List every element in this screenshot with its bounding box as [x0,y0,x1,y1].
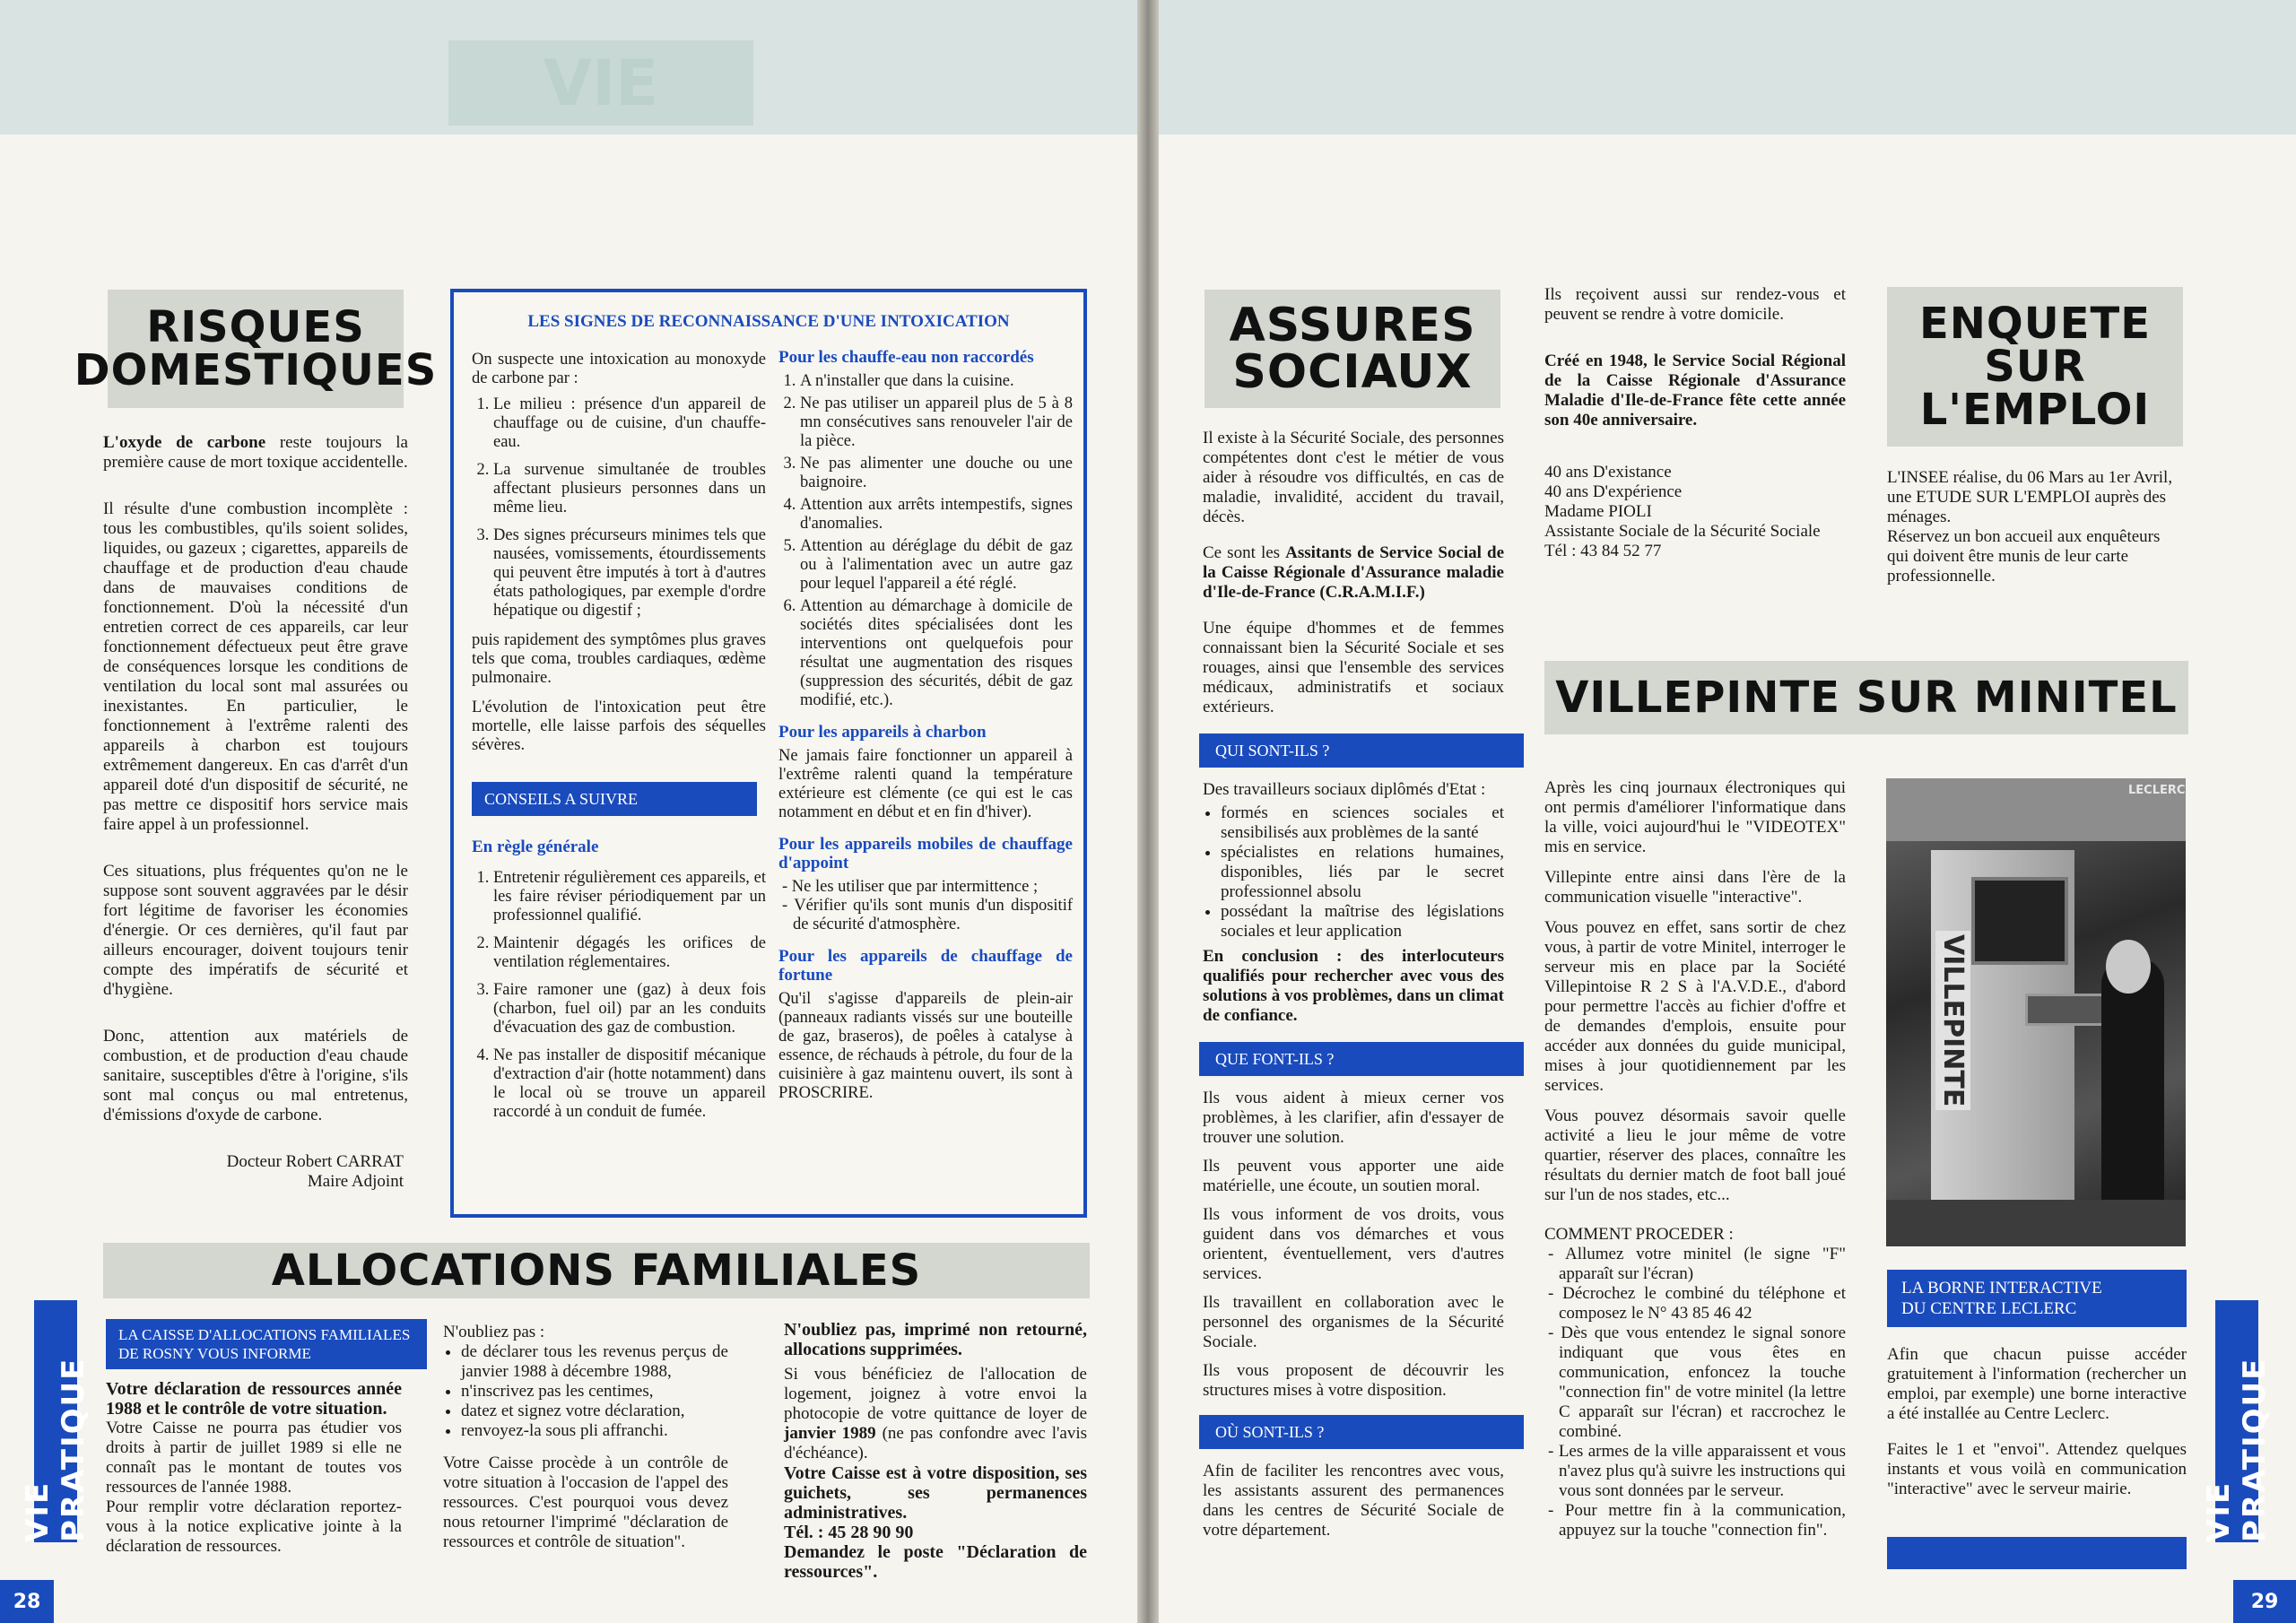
sign-item: 1. Le milieu : présence d'un appareil de chauffage ou de cuisine, d'un chauffe-eau. [493,395,766,452]
alloc-c3-bold2: Demandez le poste "Déclaration de ressources". [784,1542,1087,1582]
fortune-text: Qu'il s'agisse d'appareils de plein-air (panneaux radiants vissés sur une bouteille de gaz, braseros), de poêles à catalyse à essence, de réchauds à pétrole, du four de la cuisinière à gaz maintenu ouvert, ils sont à PROSCRIRE. [778,990,1073,1102]
alloc-c2-item: • de déclarer tous les revenus perçus de janvier 1988 à décembre 1988, [461,1342,728,1382]
signs-list [472,395,766,621]
regle-list [472,869,766,1122]
intoxication-right-col [778,348,1073,1119]
regle-item: 3. Faire ramoner une (gaz) à deux fois (charbon, fuel oil) par an les conduits d'évacuation des gaz de combustion. [493,981,766,1037]
regle-heading: En règle générale [472,838,599,856]
chauffe-heading: Pour les chauffe-eau non raccordés [778,348,1034,367]
intoxication-box-title: LES SIGNES DE RECONNAISSANCE D'UNE INTOXICATION [527,312,1010,331]
intox-after: puis rapidement des symptômes plus graves tels que coma, troubles cardiaques, œdème pulmonaire. [472,631,766,687]
step-item: - Dès que vous entendez le signal sonore indiquant que vous êtes en communication, enfoncez la touche "connection fin" de votre minitel (la lettre C apparaît sur l'écran) et raccrochez le combiné. [1559,1324,1846,1442]
page-number-right: 29 [2233,1580,2296,1623]
caption-p1: Afin que chacun puisse accéder gratuitement à l'information (rechercher un emploi, par exemple) une borne interactive a été installée au Centre Leclerc. [1887,1345,2187,1423]
risques-p2: Il résulte d'une combustion incomplète : tous les combustibles, qu'ils soient solides, liquides, ou gazeux ; cigarettes, appareils de chauffage et de production d'eau chaude dans de mauvaises conditions de fonctionnement. D'où la nécessité d'un entretien correct de ces appareils, car leur fonctionnement défectueux peut être grave de conséquences lorsque les conditions de ventilation du local sont mal assurées ou inexistantes. En particulier, le fonctionnement à l'extrême ralenti des appareils à charbon est toujours extrêmement dangereux. En cas d'arrêt d'un appareil doté d'un dispositif de sécurité, ne pas mettre ce dispositif hors service mais faire appel à un professionnel. [103,499,408,834]
regle-item: 1. Entretenir régulièrement ces appareils, et les faire réviser périodiquement par un professionnel qualifié. [493,869,766,925]
risques-p1-rest: reste toujours la première cause de mort toxique accidentelle. [103,433,408,472]
conseils-bar: CONSEILS A SUIVRE [472,782,757,816]
kiosk-keyboard [2025,994,2111,1026]
alloc-c1-heading: Votre déclaration de ressources année 1988 et le contrôle de votre situation. [106,1379,402,1419]
person-silhouette [2101,958,2164,1218]
mobile-list [778,878,1073,934]
mid-line: 40 ans D'existance [1544,463,1672,482]
risques-article [103,433,408,1192]
mobile-heading: Pour les appareils mobiles de chauffage d'appoint [778,835,1073,872]
photo-floor [1886,1200,2186,1246]
comment-proceder: COMMENT PROCEDER : [1544,1225,1734,1244]
minitel-para: Vous pouvez en effet, sans sortir de chez vous, à partir de votre Minitel, interroger le serveur mis en place par la Société Villepintoise R 2 S à l'A.V.D.E., d'abord pour permettre l'accès au fichier d'offre et de demandes d'emplois, ensuite pour accéder aux données du guide municipal, mises à jour quotidiennement par les services. [1544,918,1846,1095]
risques-title-line2: DOMESTIQUES [74,345,438,395]
q3-text: Afin de faciliter les rencontres avec vous, les assistants assurent des permanences dans les centres de Sécurité Sociale de votre département. [1203,1462,1504,1540]
enquete-title-line3: L'EMPLOI [1919,385,2151,435]
q1-conclusion: En conclusion : des interlocuteurs qualifiés pour rechercher avec vous des solutions à vos problèmes, dans un climat de confiance. [1203,947,1504,1025]
caf-info-bar [106,1319,427,1369]
chauffe-item: 1. A n'installer que dans la cuisine. [800,372,1073,391]
chauffe-item: 6. Attention au démarchage à domicile de sociétés dites spécialisées dont les interventions ont quelquefois pour résultat une augmentation des risques (suppression des sécurités, débit de gaz modifié, etc.). [800,597,1073,710]
charbon-text: Ne jamais faire fonctionner un appareil à l'extrême ralenti quand la température extérieure est clémente (ce qui est le cas notamment en début et en fin d'hiver). [778,747,1073,821]
step-item: - Les armes de la ville apparaissent et vous n'avez plus qu'à suivre les instructions qui vous sont données par le serveur. [1559,1442,1846,1501]
regle-item: 2. Maintenir dégagés les orifices de ventilation réglementaires. [493,934,766,972]
risques-signature [103,1152,408,1192]
chauffe-item: 2. Ne pas utiliser un appareil plus de 5 à 8 mn consécutives sans renouveler l'air de la pièce. [800,395,1073,451]
q1-item: • formés en sciences sociales et sensibilisés aux problèmes de la santé [1221,803,1504,843]
enquete-article [1887,468,2185,586]
alloc-c3-heading: N'oubliez pas, imprimé non retourné, allocations supprimées. [784,1320,1087,1359]
alloc-col1 [106,1379,402,1557]
cramif-column [1544,285,1846,561]
page-number-left: 28 [0,1580,54,1623]
q2-para: Ils travaillent en collaboration avec le personnel des organismes de la Sécurité Sociale. [1203,1293,1504,1351]
alloc-col3 [784,1320,1087,1582]
assures-title [1205,290,1500,408]
mid-p1: Ils reçoivent aussi sur rendez-vous et peuvent se rendre à votre domicile. [1544,285,1846,324]
intox-intro: On suspecte une intoxication au monoxyde de carbone par : [472,351,766,387]
kiosk-screen [1971,877,2068,965]
assures-p2-a: Ce sont les [1203,543,1286,562]
risques-title-line1: RISQUES [146,302,365,352]
alloc-c3-p-c: (ne pas confondre avec l'avis d'échéance). [784,1424,1088,1462]
caf-bar-line1: LA CAISSE D'ALLOCATIONS FAMILIALES [118,1326,411,1343]
allocations-title: ALLOCATIONS FAMILIALES [103,1243,1090,1298]
mid-line: Assistante Sociale de la Sécurité Sociale [1544,522,1821,541]
assures-article [1203,429,1504,1557]
sign-item: 3. Des signes précurseurs minimes tels que nausées, vomissements, étourdissements qui peuvent être imputés à tort à d'autres états pathologiques, par exemple d'ordre hépatique ou digestif ; [493,526,766,621]
intoxication-left-col [472,351,766,1133]
risques-p3: Ces situations, plus fréquentes qu'on ne le suppose sont souvent aggravées par le désir fort légitime de favoriser les économies d'énergie. Or ces dernières, qu'il faut par ailleurs encourager, doivent toujours tenir compte des impératifs de sécurité et d'hygiène. [103,862,408,999]
chauffe-item: 3. Ne pas alimenter une douche ou une baignoire. [800,455,1073,492]
alloc-c3-p [784,1365,1087,1463]
vie-pratique-tab-right: VIE PRATIQUE [2215,1300,2258,1542]
kiosk-photo [1886,778,2186,1246]
alloc-c2-item: • datez et signez votre déclaration, [461,1402,728,1421]
step-item: - Décrochez le combiné du téléphone et composez le N° 43 85 46 42 [1559,1284,1846,1324]
que-font-ils-bar: QUE FONT-ILS ? [1199,1042,1524,1076]
alloc-c2-item: • renvoyez-la sous pli affranchi. [461,1421,728,1441]
assures-p1: Il existe à la Sécurité Sociale, des personnes compétentes dont c'est le métier de vous aider à résoudre vos difficultés, en cas de maladie, invalidité, accident du travail, décès. [1203,429,1504,526]
assures-title-line1: ASSURES [1229,299,1476,352]
alloc-c2-p: Votre Caisse procède à un contrôle de votre situation à l'occasion de l'appel des ressources. C'est pourquoi vous devez nous retourner l'imprimé "déclaration de ressources et contrôle de situation". [443,1454,728,1551]
chauffe-item: 4. Attention aux arrêts intempestifs, signes d'anomalies. [800,496,1073,534]
enquete-p2: Réservez un bon accueil aux enquêteurs qui doivent être munis de leur carte professionnelle. [1887,527,2161,586]
minitel-para: Villepinte entre ainsi dans l'ère de la communication visuelle "interactive". [1544,868,1846,907]
mid-p2: Créé en 1948, le Service Social Régional de la Caisse Régionale d'Assurance Maladie d'Ile-de-France fête cette année son 40e anniversaire. [1544,352,1846,430]
qui-sont-ils-bar: QUI SONT-ILS ? [1199,733,1524,768]
risques-p1-bold: L'oxyde de carbone [103,433,266,452]
q1-item: • spécialistes en relations humaines, disponibles, liés par le secret professionnel absolu [1221,843,1504,902]
alloc-c3-p-b: janvier 1989 [784,1424,876,1443]
charbon-heading: Pour les appareils à charbon [778,723,987,742]
mid-line: Tél : 43 84 52 77 [1544,542,1662,560]
risques-title [74,290,438,408]
enquete-title-line1: ENQUETE [1918,299,2152,349]
band-label: VIE [448,40,753,126]
assures-p2-b: Assitants de Service Social de la Caisse Régionale d'Assurance maladie d'Ile-de-France (C.R.A.M.I.F.) [1203,543,1505,602]
risques-p4: Donc, attention aux matériels de combustion, et de production d'eau chaude sanitaire, susceptibles d'être à l'origine, s'ils sont mal conçus ou mal entretenus, d'émissions d'oxyde de carbone. [103,1027,408,1124]
steps-list [1544,1245,1846,1541]
sign-item: 2. La survenue simultanée de troubles affectant plusieurs personnes dans un même lieu. [493,461,766,517]
alloc-c1-p1: Votre Caisse ne pourra pas étudier vos droits à partir de juillet 1989 si elle ne connaît pas le montant de toutes vos ressources de l'année 1988. [106,1419,402,1497]
right-header-band [1159,0,2296,135]
fortune-heading: Pour les appareils de chauffage de fortune [778,947,1073,985]
step-item: - Pour mettre fin à la communication, appuyez sur la touche "connection fin". [1559,1501,1846,1541]
caf-bar-line2: DE ROSNY VOUS INFORME [118,1345,311,1362]
step-item: - Allumez votre minitel (le signe "F" apparaît sur l'écran) [1559,1245,1846,1284]
alloc-c1-p2: Pour remplir votre déclaration reportez-vous à la notice explicative jointe à la déclaration de ressources. [106,1497,402,1556]
q1-list [1203,803,1504,942]
chauffe-item: 5. Attention au déréglage du débit de gaz ou à l'alimentation avec un autre gaz pour lequel l'appareil a été réglé. [800,537,1073,594]
vie-pratique-tab-left: VIE PRATIQUE [34,1300,77,1542]
alloc-c3-bold1: Votre Caisse est à votre disposition, ses guichets, ses permanences administratives. [784,1463,1087,1523]
enquete-title [1887,287,2183,447]
q1-intro: Des travailleurs sociaux diplômés d'Etat : [1203,780,1486,799]
photo-store-sign: LECLERC [2128,784,2186,797]
alloc-c2-list [443,1342,728,1441]
mobile-item: - Ne les utiliser que par intermittence ; [793,878,1073,897]
page-gutter [1137,0,1159,1623]
enquete-p1: L'INSEE réalise, du 06 Mars au 1er Avril, une ETUDE SUR L'EMPLOI auprès des ménages. [1887,468,2173,526]
minitel-title: VILLEPINTE SUR MINITEL [1544,661,2188,734]
caption-bottom-bar [1887,1537,2187,1569]
alloc-c3-p-a: Si vous bénéficiez de l'allocation de logement, joignez à votre envoi la photocopie de votre quittance de loyer de [784,1365,1087,1423]
assures-p3: Une équipe d'hommes et de femmes connaissant bien la Sécurité Sociale et ses rouages, ainsi que l'ensemble des services médicaux, administratifs et sociaux extérieurs. [1203,619,1504,716]
alloc-c2-item: • n'inscrivez pas les centimes, [461,1382,728,1402]
q2-para: Ils vous proposent de découvrir les structures mises à votre disposition. [1203,1361,1504,1400]
ou-sont-ils-bar: OÙ SONT-ILS ? [1199,1415,1524,1449]
person-head [2106,940,2151,994]
caption-line1: LA BORNE INTERACTIVE [1901,1279,2102,1298]
alloc-col2 [443,1323,728,1552]
assures-p2 [1203,543,1504,603]
enquete-title-line2: SUR [1984,342,2086,392]
mid-line: Madame PIOLI [1544,502,1652,521]
assures-title-line2: SOCIAUX [1232,345,1473,399]
caption-line2: DU CENTRE LECLERC [1901,1299,2077,1318]
alloc-c3-tel: Tél. : 45 28 90 90 [784,1523,914,1542]
mobile-item: - Vérifier qu'ils sont munis d'un dispositif de sécurité d'atmosphère. [793,897,1073,934]
photo-caption-bar [1887,1270,2187,1327]
signature-name: Docteur Robert CARRAT [226,1152,404,1171]
signature-role: Maire Adjoint [307,1172,404,1191]
q2-para: Ils vous informent de vos droits, vous guident dans vos démarches et vous orientent, éventuellement, vers d'autres services. [1203,1205,1504,1283]
chauffe-list [778,372,1073,710]
intoxication-box [450,289,1087,1218]
intox-evolution: L'évolution de l'intoxication peut être mortelle, elle laisse parfois des séquelles sévères. [472,699,766,754]
q2-para: Ils vous aident à mieux cerner vos problèmes, à les clarifier, afin d'essayer de trouver une solution. [1203,1089,1504,1147]
q2-para: Ils peuvent vous apporter une aide matérielle, une écoute, un soutien moral. [1203,1157,1504,1195]
caption-article [1887,1345,2187,1515]
kiosk-sign: VILLEPINTE [1935,931,1970,1110]
minitel-para: Vous pouvez désormais savoir quelle activité a lieu le jour même de votre quartier, réserver des places, connaître les résultats du dernier match de foot ball joué sur l'un de nos stades, etc... [1544,1107,1846,1204]
alloc-c2-intro: N'oubliez pas : [443,1323,545,1341]
caption-p2: Faites le 1 et "envoi". Attendez quelques instants et vous voilà en communication "interactive" avec le serveur mairie. [1887,1440,2187,1498]
mid-line: 40 ans D'expérience [1544,482,1683,501]
minitel-article [1544,778,1846,1541]
regle-item: 4. Ne pas installer de dispositif mécanique d'extraction d'air (hotte notamment) dans le local où se trouve un appareil raccordé à un conduit de fumée. [493,1046,766,1122]
minitel-para: Après les cinq journaux électroniques qui ont permis d'améliorer l'informatique dans la ville, voici aujourd'hui le "VIDEOTEX" mis en service. [1544,778,1846,856]
q1-item: • possédant la maîtrise des législations sociales et leur application [1221,902,1504,942]
risques-p1 [103,433,408,473]
